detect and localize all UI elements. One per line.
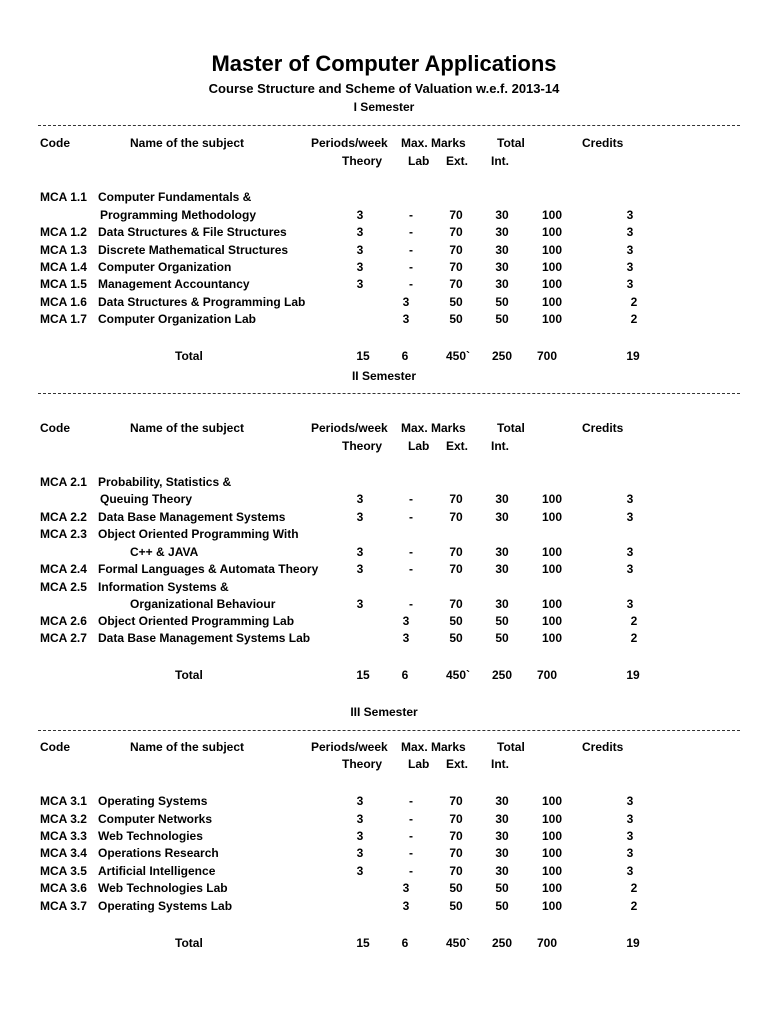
header-int: Int. bbox=[491, 757, 509, 771]
external-marks: 70 bbox=[449, 225, 463, 239]
course-code: MCA 3.4 bbox=[40, 846, 87, 860]
total-marks: 100 bbox=[541, 562, 563, 576]
dashed-divider bbox=[38, 393, 740, 394]
internal-marks: 30 bbox=[495, 243, 509, 257]
internal-marks: 50 bbox=[495, 899, 509, 913]
total-int: 250 bbox=[491, 349, 513, 363]
course-code: MCA 1.6 bbox=[40, 295, 87, 309]
course-code: MCA 3.7 bbox=[40, 899, 87, 913]
lab-periods: - bbox=[409, 829, 413, 843]
course-code: MCA 1.5 bbox=[40, 277, 87, 291]
internal-marks: 30 bbox=[495, 846, 509, 860]
internal-marks: 50 bbox=[495, 312, 509, 326]
credits: 2 bbox=[630, 881, 638, 895]
course-code: MCA 2.3 bbox=[40, 527, 87, 541]
external-marks: 70 bbox=[449, 545, 463, 559]
internal-marks: 30 bbox=[495, 562, 509, 576]
header-ext: Ext. bbox=[446, 757, 469, 771]
course-name: Computer Fundamentals & bbox=[98, 190, 252, 204]
internal-marks: 30 bbox=[495, 260, 509, 274]
course-code: MCA 3.1 bbox=[40, 794, 87, 808]
header-periods-week: Periods/week bbox=[311, 136, 388, 150]
lab-periods: 3 bbox=[402, 899, 410, 913]
external-marks: 50 bbox=[449, 899, 463, 913]
internal-marks: 50 bbox=[495, 614, 509, 628]
course-code: MCA 2.4 bbox=[40, 562, 87, 576]
course-name: Computer Organization Lab bbox=[98, 312, 257, 326]
course-code: MCA 3.2 bbox=[40, 812, 87, 826]
course-name: Data Structures & Programming Lab bbox=[98, 295, 306, 309]
credits: 3 bbox=[626, 545, 634, 559]
total-total: 700 bbox=[536, 936, 558, 950]
theory-periods: 3 bbox=[356, 545, 364, 559]
total-marks: 100 bbox=[541, 260, 563, 274]
total-theory: 15 bbox=[356, 936, 370, 950]
external-marks: 70 bbox=[449, 597, 463, 611]
theory-periods: 3 bbox=[356, 277, 364, 291]
header-code: Code bbox=[40, 740, 70, 754]
theory-periods: 3 bbox=[356, 225, 364, 239]
course-name: Data Structures & File Structures bbox=[98, 225, 287, 239]
lab-periods: - bbox=[409, 260, 413, 274]
internal-marks: 30 bbox=[495, 864, 509, 878]
header-subject: Name of the subject bbox=[130, 421, 245, 435]
internal-marks: 30 bbox=[495, 829, 509, 843]
external-marks: 70 bbox=[449, 208, 463, 222]
credits: 2 bbox=[630, 899, 638, 913]
lab-periods: 3 bbox=[402, 295, 410, 309]
course-name-continued: C++ & JAVA bbox=[130, 545, 199, 559]
total-ext: 450` bbox=[445, 349, 471, 363]
course-name: Discrete Mathematical Structures bbox=[98, 243, 289, 257]
header-total: Total bbox=[497, 136, 525, 150]
internal-marks: 30 bbox=[495, 510, 509, 524]
credits: 3 bbox=[626, 812, 634, 826]
lab-periods: - bbox=[409, 812, 413, 826]
course-name-continued: Programming Methodology bbox=[100, 208, 256, 222]
lab-periods: - bbox=[409, 243, 413, 257]
total-marks: 100 bbox=[541, 243, 563, 257]
header-int: Int. bbox=[491, 154, 509, 168]
course-name: Web Technologies Lab bbox=[98, 881, 228, 895]
theory-periods: 3 bbox=[356, 510, 364, 524]
lab-periods: - bbox=[409, 562, 413, 576]
credits: 3 bbox=[626, 794, 634, 808]
total-label: Total bbox=[175, 668, 203, 682]
header-total: Total bbox=[497, 421, 525, 435]
lab-periods: - bbox=[409, 864, 413, 878]
total-marks: 100 bbox=[541, 614, 563, 628]
course-name: Data Base Management Systems bbox=[98, 510, 286, 524]
total-label: Total bbox=[175, 936, 203, 950]
total-marks: 100 bbox=[541, 597, 563, 611]
total-marks: 100 bbox=[541, 312, 563, 326]
external-marks: 70 bbox=[449, 562, 463, 576]
theory-periods: 3 bbox=[356, 243, 364, 257]
theory-periods: 3 bbox=[356, 846, 364, 860]
total-credits: 19 bbox=[626, 936, 640, 950]
course-code: MCA 1.2 bbox=[40, 225, 87, 239]
course-name: Probability, Statistics & bbox=[98, 475, 232, 489]
course-name: Computer Networks bbox=[98, 812, 213, 826]
credits: 3 bbox=[626, 492, 634, 506]
course-code: MCA 3.5 bbox=[40, 864, 87, 878]
total-marks: 100 bbox=[541, 225, 563, 239]
lab-periods: - bbox=[409, 225, 413, 239]
header-int: Int. bbox=[491, 439, 509, 453]
lab-periods: - bbox=[409, 545, 413, 559]
credits: 3 bbox=[626, 846, 634, 860]
credits: 3 bbox=[626, 260, 634, 274]
semester-heading: III Semester bbox=[350, 705, 418, 719]
total-marks: 100 bbox=[541, 899, 563, 913]
total-label: Total bbox=[175, 349, 203, 363]
header-ext: Ext. bbox=[446, 154, 469, 168]
course-name: Data Base Management Systems Lab bbox=[98, 631, 311, 645]
header-lab: Lab bbox=[408, 154, 430, 168]
header-credits: Credits bbox=[582, 740, 624, 754]
course-code: MCA 1.4 bbox=[40, 260, 87, 274]
course-name: Operations Research bbox=[98, 846, 219, 860]
total-marks: 100 bbox=[541, 864, 563, 878]
credits: 3 bbox=[626, 562, 634, 576]
credits: 3 bbox=[626, 208, 634, 222]
header-credits: Credits bbox=[582, 421, 624, 435]
course-code: MCA 2.5 bbox=[40, 580, 87, 594]
theory-periods: 3 bbox=[356, 562, 364, 576]
header-subject: Name of the subject bbox=[130, 136, 245, 150]
internal-marks: 30 bbox=[495, 794, 509, 808]
lab-periods: 3 bbox=[402, 312, 410, 326]
theory-periods: 3 bbox=[356, 492, 364, 506]
lab-periods: - bbox=[409, 597, 413, 611]
lab-periods: - bbox=[409, 208, 413, 222]
total-theory: 15 bbox=[356, 349, 370, 363]
course-name: Object Oriented Programming With bbox=[98, 527, 299, 541]
total-ext: 450` bbox=[445, 668, 471, 682]
internal-marks: 30 bbox=[495, 225, 509, 239]
lab-periods: - bbox=[409, 794, 413, 808]
theory-periods: 3 bbox=[356, 260, 364, 274]
external-marks: 50 bbox=[449, 631, 463, 645]
total-total: 700 bbox=[536, 349, 558, 363]
credits: 2 bbox=[630, 312, 638, 326]
course-name: Object Oriented Programming Lab bbox=[98, 614, 295, 628]
course-code: MCA 1.3 bbox=[40, 243, 87, 257]
total-marks: 100 bbox=[541, 812, 563, 826]
total-marks: 100 bbox=[541, 829, 563, 843]
header-theory: Theory bbox=[342, 757, 383, 771]
total-marks: 100 bbox=[541, 492, 563, 506]
external-marks: 70 bbox=[449, 510, 463, 524]
header-max-marks: Max. Marks bbox=[401, 421, 466, 435]
course-code: MCA 1.7 bbox=[40, 312, 87, 326]
external-marks: 50 bbox=[449, 614, 463, 628]
total-lab: 6 bbox=[401, 668, 409, 682]
total-lab: 6 bbox=[401, 349, 409, 363]
credits: 2 bbox=[630, 631, 638, 645]
credits: 2 bbox=[630, 614, 638, 628]
external-marks: 50 bbox=[449, 312, 463, 326]
total-marks: 100 bbox=[541, 846, 563, 860]
header-ext: Ext. bbox=[446, 439, 469, 453]
header-subject: Name of the subject bbox=[130, 740, 245, 754]
external-marks: 50 bbox=[449, 881, 463, 895]
credits: 3 bbox=[626, 864, 634, 878]
total-marks: 100 bbox=[541, 631, 563, 645]
external-marks: 70 bbox=[449, 864, 463, 878]
header-periods-week: Periods/week bbox=[311, 421, 388, 435]
course-name: Computer Organization bbox=[98, 260, 232, 274]
header-max-marks: Max. Marks bbox=[401, 740, 466, 754]
external-marks: 70 bbox=[449, 492, 463, 506]
header-code: Code bbox=[40, 136, 70, 150]
total-lab: 6 bbox=[401, 936, 409, 950]
total-theory: 15 bbox=[356, 668, 370, 682]
internal-marks: 50 bbox=[495, 631, 509, 645]
course-name: Operating Systems bbox=[98, 794, 208, 808]
internal-marks: 50 bbox=[495, 881, 509, 895]
total-credits: 19 bbox=[626, 668, 640, 682]
header-code: Code bbox=[40, 421, 70, 435]
total-total: 700 bbox=[536, 668, 558, 682]
header-total: Total bbox=[497, 740, 525, 754]
external-marks: 70 bbox=[449, 794, 463, 808]
header-periods-week: Periods/week bbox=[311, 740, 388, 754]
theory-periods: 3 bbox=[356, 864, 364, 878]
total-marks: 100 bbox=[541, 208, 563, 222]
internal-marks: 30 bbox=[495, 597, 509, 611]
course-code: MCA 2.6 bbox=[40, 614, 87, 628]
total-ext: 450` bbox=[445, 936, 471, 950]
dashed-divider bbox=[38, 125, 740, 126]
course-name: Management Accountancy bbox=[98, 277, 250, 291]
theory-periods: 3 bbox=[356, 208, 364, 222]
course-code: MCA 3.3 bbox=[40, 829, 87, 843]
external-marks: 50 bbox=[449, 295, 463, 309]
course-code: MCA 2.1 bbox=[40, 475, 87, 489]
course-name-continued: Queuing Theory bbox=[100, 492, 193, 506]
lab-periods: - bbox=[409, 492, 413, 506]
lab-periods: - bbox=[409, 846, 413, 860]
total-marks: 100 bbox=[541, 295, 563, 309]
total-int: 250 bbox=[491, 668, 513, 682]
total-marks: 100 bbox=[541, 545, 563, 559]
theory-periods: 3 bbox=[356, 829, 364, 843]
course-name: Web Technologies bbox=[98, 829, 203, 843]
theory-periods: 3 bbox=[356, 812, 364, 826]
external-marks: 70 bbox=[449, 812, 463, 826]
external-marks: 70 bbox=[449, 260, 463, 274]
internal-marks: 30 bbox=[495, 208, 509, 222]
header-theory: Theory bbox=[342, 154, 383, 168]
total-marks: 100 bbox=[541, 794, 563, 808]
theory-periods: 3 bbox=[356, 794, 364, 808]
course-code: MCA 2.7 bbox=[40, 631, 87, 645]
lab-periods: - bbox=[409, 510, 413, 524]
credits: 2 bbox=[630, 295, 638, 309]
internal-marks: 30 bbox=[495, 492, 509, 506]
course-name: Operating Systems Lab bbox=[98, 899, 233, 913]
semester-heading: I Semester bbox=[353, 100, 415, 114]
header-credits: Credits bbox=[582, 136, 624, 150]
internal-marks: 50 bbox=[495, 295, 509, 309]
header-lab: Lab bbox=[408, 757, 430, 771]
course-name: Information Systems & bbox=[98, 580, 229, 594]
total-credits: 19 bbox=[626, 349, 640, 363]
theory-periods: 3 bbox=[356, 597, 364, 611]
credits: 3 bbox=[626, 277, 634, 291]
page-subtitle: Course Structure and Scheme of Valuation w.e.f. 2013-14 bbox=[208, 81, 560, 96]
header-max-marks: Max. Marks bbox=[401, 136, 466, 150]
credits: 3 bbox=[626, 243, 634, 257]
course-code: MCA 1.1 bbox=[40, 190, 87, 204]
external-marks: 70 bbox=[449, 243, 463, 257]
course-code: MCA 2.2 bbox=[40, 510, 87, 524]
credits: 3 bbox=[626, 225, 634, 239]
course-name: Formal Languages & Automata Theory bbox=[98, 562, 319, 576]
header-lab: Lab bbox=[408, 439, 430, 453]
total-marks: 100 bbox=[541, 510, 563, 524]
external-marks: 70 bbox=[449, 846, 463, 860]
page-title: Master of Computer Applications bbox=[211, 51, 557, 76]
lab-periods: 3 bbox=[402, 881, 410, 895]
course-name-continued: Organizational Behaviour bbox=[130, 597, 276, 611]
dashed-divider bbox=[38, 730, 740, 731]
lab-periods: - bbox=[409, 277, 413, 291]
total-marks: 100 bbox=[541, 277, 563, 291]
internal-marks: 30 bbox=[495, 545, 509, 559]
credits: 3 bbox=[626, 510, 634, 524]
semester-heading: II Semester bbox=[351, 369, 417, 383]
lab-periods: 3 bbox=[402, 614, 410, 628]
course-code: MCA 3.6 bbox=[40, 881, 87, 895]
lab-periods: 3 bbox=[402, 631, 410, 645]
total-int: 250 bbox=[491, 936, 513, 950]
course-name: Artificial Intelligence bbox=[98, 864, 216, 878]
internal-marks: 30 bbox=[495, 812, 509, 826]
external-marks: 70 bbox=[449, 277, 463, 291]
internal-marks: 30 bbox=[495, 277, 509, 291]
credits: 3 bbox=[626, 597, 634, 611]
header-theory: Theory bbox=[342, 439, 383, 453]
credits: 3 bbox=[626, 829, 634, 843]
total-marks: 100 bbox=[541, 881, 563, 895]
external-marks: 70 bbox=[449, 829, 463, 843]
